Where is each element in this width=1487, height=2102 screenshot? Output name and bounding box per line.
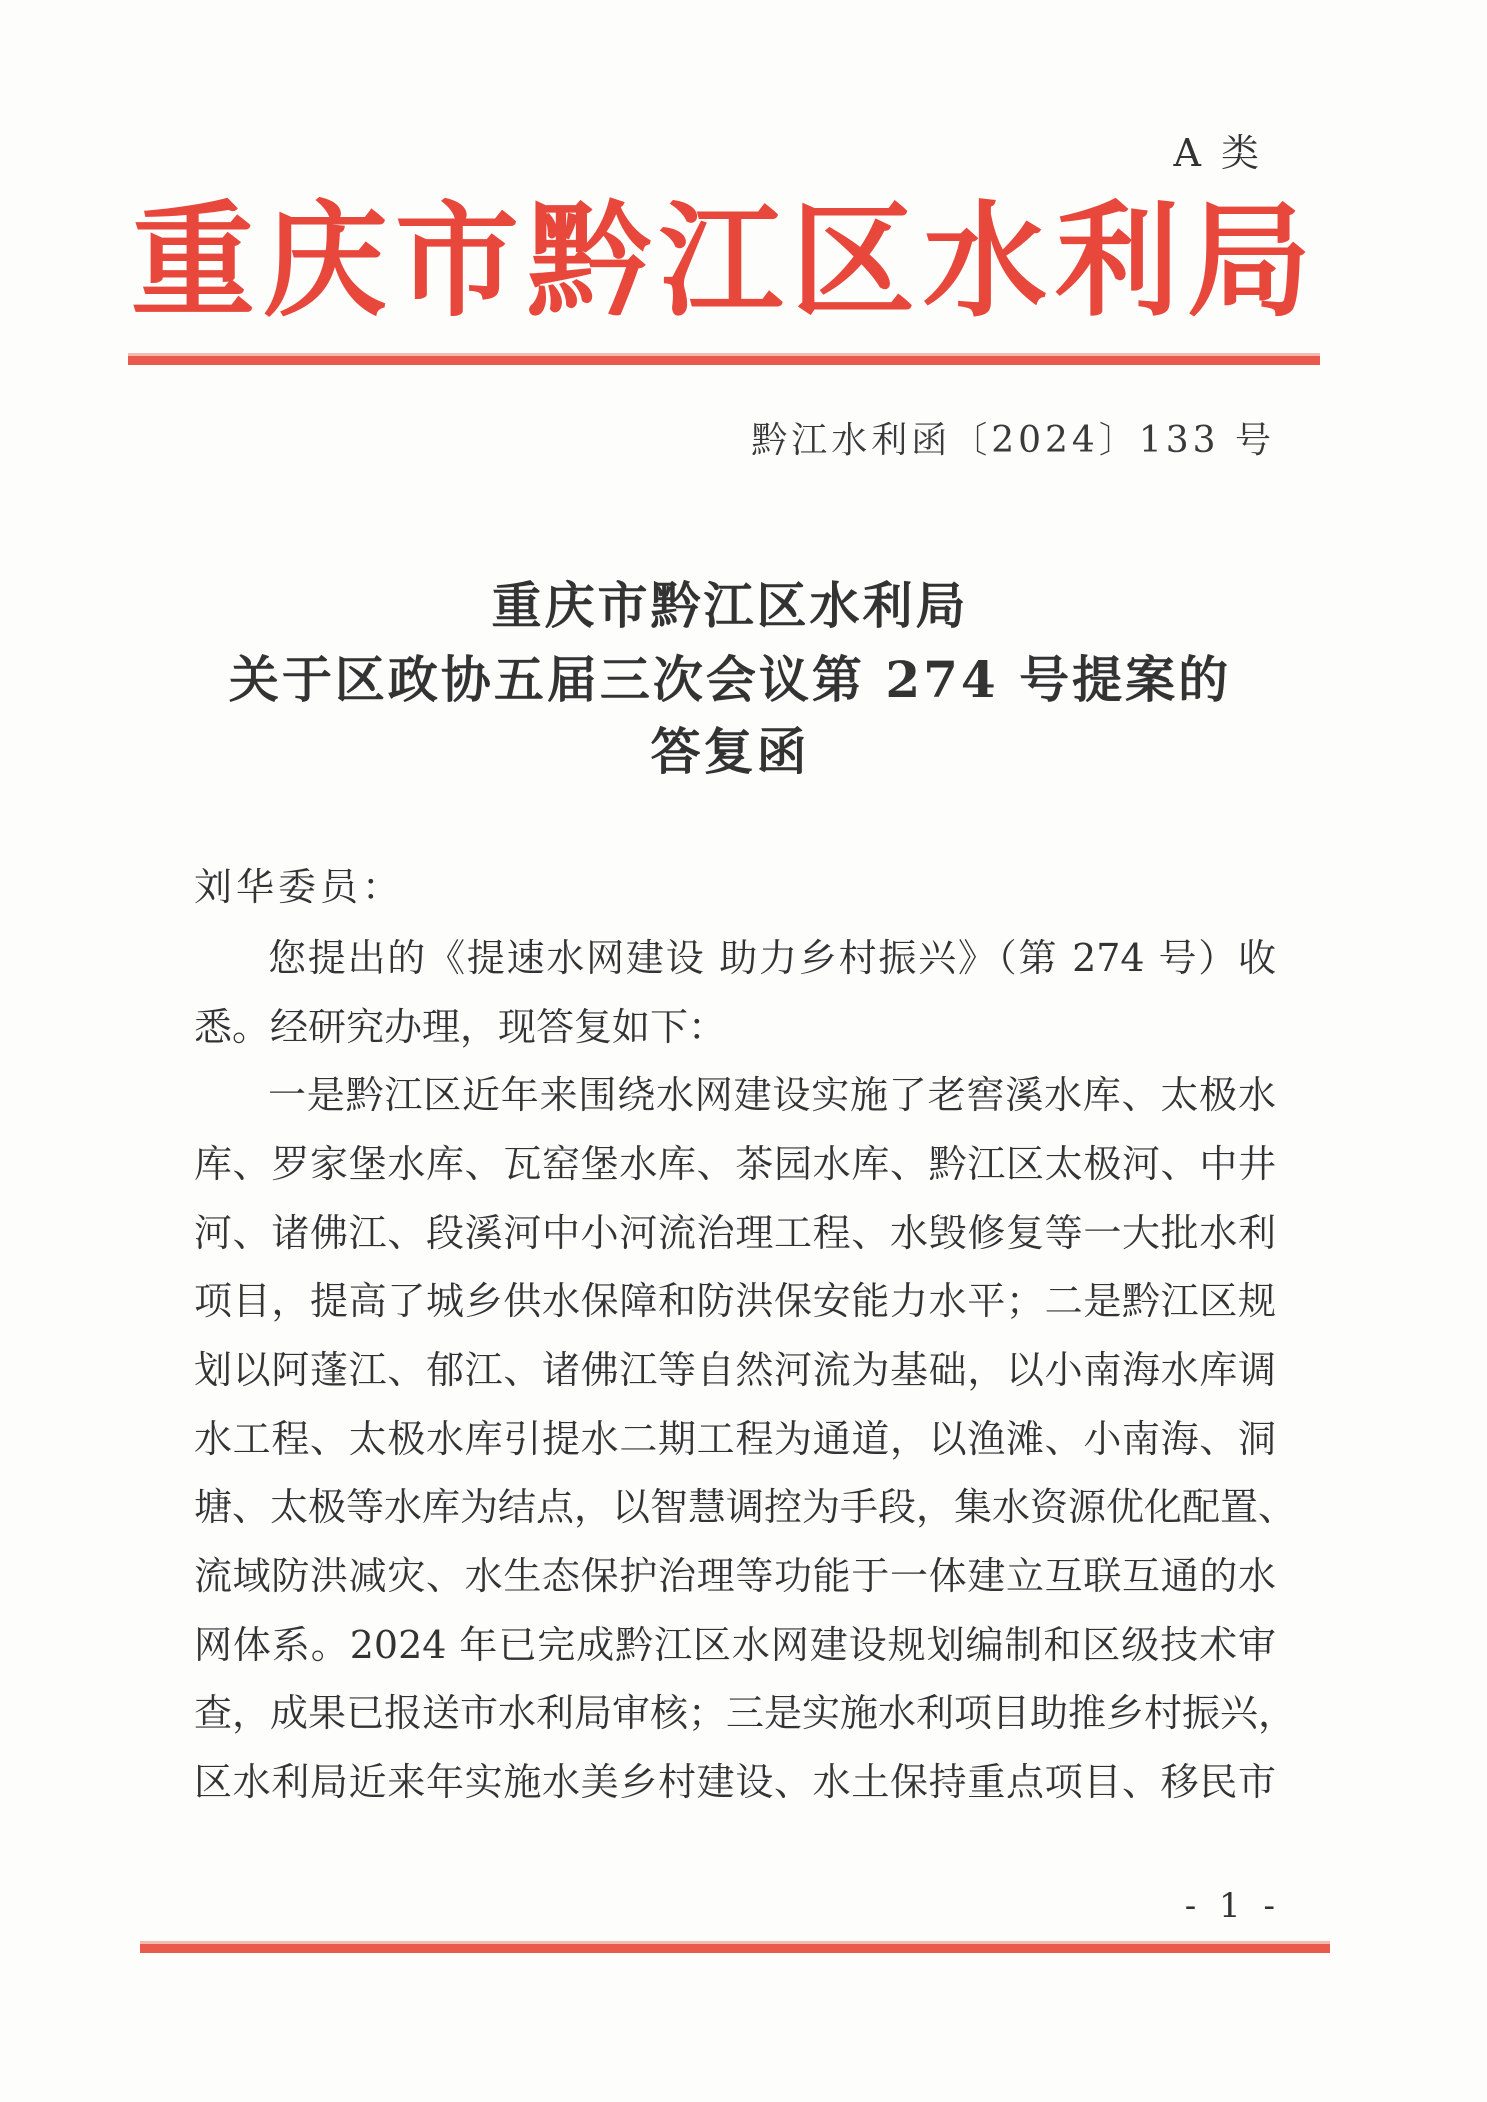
body-line: 划以阿蓬江、郁江、诸佛江等自然河流为基础，以小南海水库调 bbox=[194, 1348, 1276, 1392]
page-number: - 1 - bbox=[1184, 1886, 1281, 1926]
body-line: 库、罗家堡水库、瓦窑堡水库、茶园水库、黔江区太极河、中井 bbox=[194, 1142, 1276, 1186]
body-line: 网体系。2024 年已完成黔江区水网建设规划编制和区级技术审 bbox=[194, 1623, 1276, 1667]
body-line: 悉。经研究办理，现答复如下： bbox=[194, 1005, 727, 1049]
document-number: 黔江水利函〔2024〕133 号 bbox=[751, 420, 1275, 461]
body-line: 一是黔江区近年来围绕水网建设实施了老窖溪水库、太极水 bbox=[268, 1073, 1276, 1117]
body-line: 查，成果已报送市水利局审核；三是实施水利项目助推乡村振兴， bbox=[194, 1691, 1297, 1735]
body-line: 塘、太极等水库为结点，以智慧调控为手段，集水资源优化配置、 bbox=[194, 1485, 1297, 1529]
body-line: 项目，提高了城乡供水保障和防洪保安能力水平；二是黔江区规 bbox=[194, 1279, 1276, 1323]
body-line: 流域防洪减灾、水生态保护治理等功能于一体建立互联互通的水 bbox=[194, 1554, 1276, 1598]
body-line: 河、诸佛江、段溪河中小河流治理工程、水毁修复等一大批水利 bbox=[194, 1211, 1276, 1255]
body-line: 您提出的《提速水网建设 助力乡村振兴》（第 274 号）收 bbox=[268, 936, 1276, 980]
title-line-2: 关于区政协五届三次会议第 274 号提案的 bbox=[228, 650, 1232, 709]
body-line: 水工程、太极水库引提水二期工程为通道，以渔滩、小南海、洞 bbox=[194, 1417, 1276, 1461]
addressee: 刘华委员： bbox=[194, 865, 405, 909]
masthead-divider bbox=[128, 356, 1320, 365]
body-line: 区水利局近来年实施水美乡村建设、水土保持重点项目、移民市 bbox=[194, 1760, 1276, 1804]
title-line-1: 重庆市黔江区水利局 bbox=[491, 576, 969, 635]
footer-divider bbox=[140, 1944, 1330, 1953]
title-line-3: 答复函 bbox=[650, 722, 810, 781]
document-category: A 类 bbox=[1173, 131, 1263, 175]
issuer-masthead: 重庆市黔江区水利局 bbox=[130, 190, 1319, 334]
